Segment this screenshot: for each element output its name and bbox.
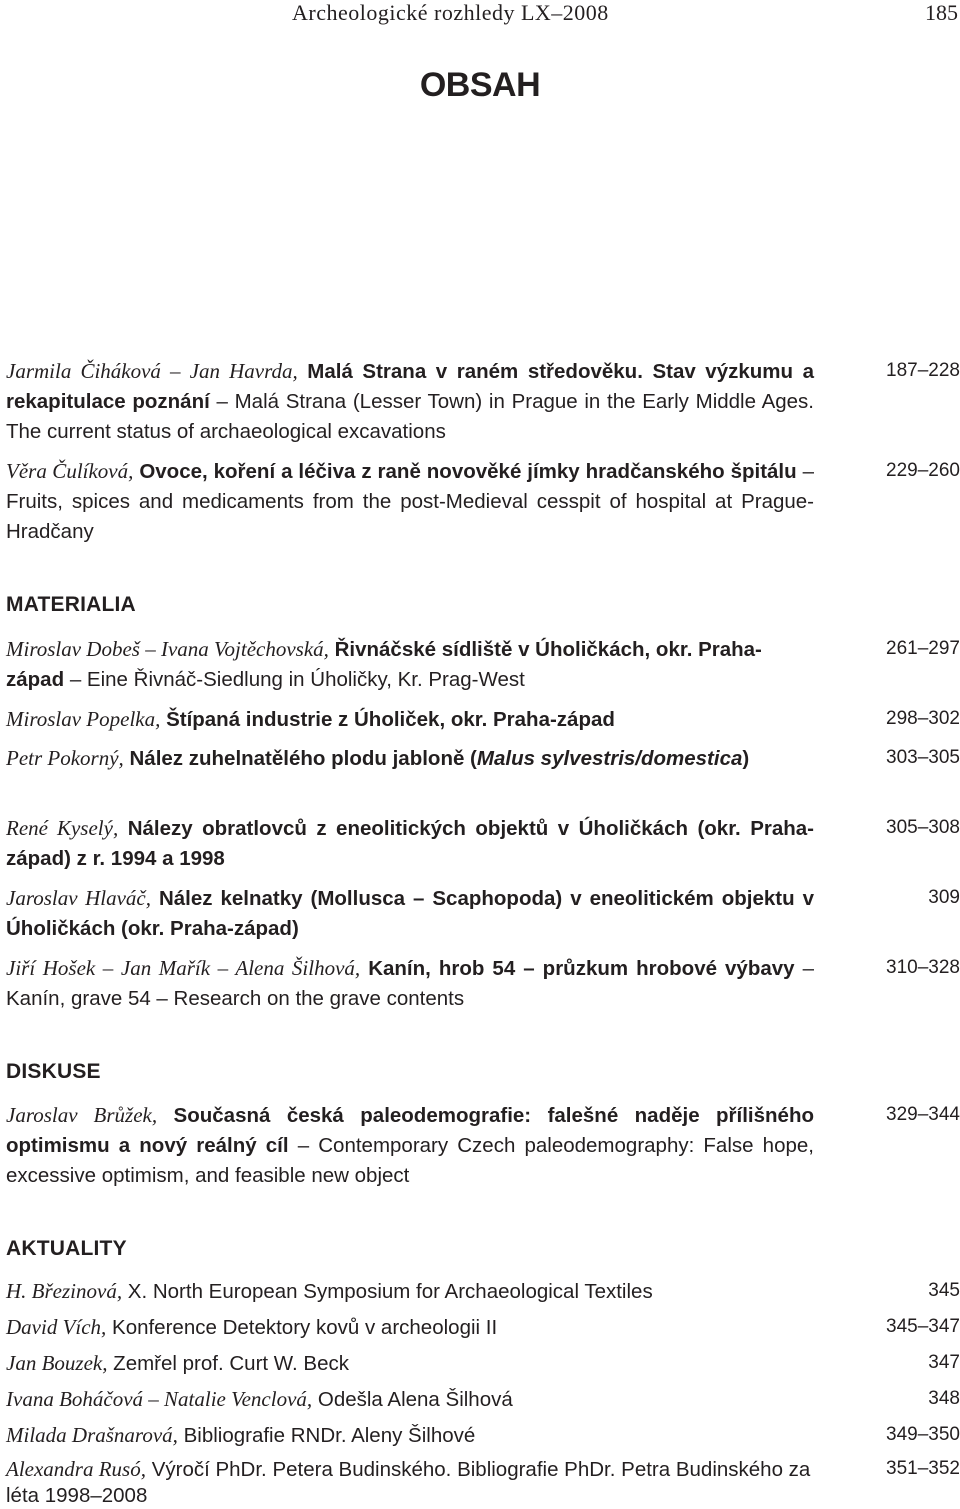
entry-text bbox=[6, 743, 814, 774]
entry-authors: Věra Čulíková, bbox=[6, 459, 134, 483]
toc-entry bbox=[6, 1100, 960, 1191]
entry-pages: 348 bbox=[928, 1388, 960, 1409]
entry-pages: 305–308 bbox=[886, 817, 960, 838]
section-heading-aktuality: AKTUALITY bbox=[6, 1237, 127, 1260]
entry-title: Nálezy obratlovců z eneolitických objektů v Úholičkách (okr. Praha-západ) z r. 1994 a 1998 bbox=[6, 817, 815, 870]
entry-authors: H. Březinová, bbox=[6, 1279, 123, 1303]
entry-text bbox=[6, 1456, 814, 1509]
entry-title: Ovoce, koření a léčiva z raně novověké jímky hradčanského špitálu bbox=[139, 460, 797, 483]
toc-entry bbox=[6, 456, 960, 547]
toc-entry bbox=[6, 1348, 960, 1379]
entry-pages: 261–297 bbox=[886, 638, 960, 659]
entry-title: Konference Detektory kovů v archeologii II bbox=[112, 1316, 498, 1339]
entry-pages: 298–302 bbox=[886, 708, 960, 729]
entry-text bbox=[6, 813, 814, 874]
toc-entry bbox=[6, 1312, 960, 1343]
entry-dash: – bbox=[802, 460, 814, 483]
entry-authors: Jarmila Čiháková – Jan Havrda, bbox=[6, 359, 298, 383]
entry-text bbox=[6, 1348, 866, 1379]
toc-entry bbox=[6, 356, 960, 447]
entry-dash: – bbox=[802, 957, 814, 980]
entry-subtitle: Kanín, grave 54 – Research on the grave contents bbox=[6, 987, 465, 1010]
entry-pages: 229–260 bbox=[886, 460, 960, 481]
toc-entry bbox=[6, 883, 960, 944]
entry-title: X. North European Symposium for Archaeological Textiles bbox=[127, 1280, 653, 1303]
entry-text bbox=[6, 1384, 866, 1415]
entry-subtitle: Contemporary Czech paleodemography: False hope, excessive optimism, and feasible new object bbox=[6, 1134, 814, 1187]
entry-pages: 303–305 bbox=[886, 747, 960, 768]
toc-entry bbox=[6, 743, 960, 774]
entry-title: Zemřel prof. Curt W. Beck bbox=[113, 1352, 349, 1375]
entry-authors: Alexandra Rusó, bbox=[6, 1457, 146, 1481]
entry-text bbox=[6, 634, 814, 695]
toc-entry bbox=[6, 813, 960, 874]
toc-entry bbox=[6, 1420, 960, 1451]
entry-title: Výročí PhDr. Petera Budinského. Bibliografie PhDr. Petra Budinského za léta 1998–2008 bbox=[6, 1458, 811, 1507]
entry-authors: Jaroslav Brůžek, bbox=[6, 1103, 158, 1127]
entry-title: Nález zuhelnatělého plodu jabloně ( bbox=[129, 747, 477, 770]
entry-title: Kanín, hrob 54 – průzkum hrobové výbavy bbox=[368, 957, 795, 980]
entry-authors: Ivana Boháčová – Natalie Venclová, bbox=[6, 1387, 313, 1411]
entry-authors: David Vích, bbox=[6, 1315, 107, 1339]
entry-title: Malá Strana v raném středověku. Stav výzkumu a rekapitulace poznání bbox=[6, 360, 814, 413]
entry-text bbox=[6, 1100, 814, 1191]
entry-authors: René Kyselý, bbox=[6, 816, 119, 840]
entry-authors: Milada Drašnarová, bbox=[6, 1423, 178, 1447]
journal-title: Archeologické rozhledy LX–2008 bbox=[292, 0, 609, 25]
running-head bbox=[0, 0, 960, 30]
section-heading-diskuse: DISKUSE bbox=[6, 1060, 101, 1083]
entry-dash: – bbox=[297, 1134, 310, 1157]
entry-title: Řivnáčské sídliště v Úholičkách, okr. Praha-západ bbox=[6, 638, 762, 691]
entry-subtitle: Eine Řivnáč-Siedlung in Úholičky, Kr. Prag-West bbox=[86, 668, 525, 691]
toc-entry bbox=[6, 634, 960, 695]
entry-text bbox=[6, 1312, 866, 1343]
page-number: 185 bbox=[925, 0, 958, 25]
toc-entry bbox=[6, 1456, 960, 1509]
entry-title: Štípaná industrie z Úholiček, okr. Praha-západ bbox=[166, 708, 615, 731]
entry-species: Malus sylvestris/domestica bbox=[476, 747, 743, 770]
entry-text bbox=[6, 704, 814, 735]
entry-authors: Petr Pokorný, bbox=[6, 746, 124, 770]
entry-text bbox=[6, 456, 814, 547]
entry-pages: 309 bbox=[928, 887, 960, 908]
entry-pages: 310–328 bbox=[886, 957, 960, 978]
section-heading-materialia: MATERIALIA bbox=[6, 593, 136, 616]
toc-entry bbox=[6, 1276, 960, 1307]
entry-english-title: Fruits, spices and medicaments from the post-Medieval cesspit of hospital at Prague-Hradčany bbox=[6, 490, 814, 543]
entry-authors: Jaroslav Hlaváč, bbox=[6, 886, 151, 910]
entry-pages: 345–347 bbox=[886, 1316, 960, 1337]
entry-text bbox=[6, 953, 814, 1014]
entry-pages: 187–228 bbox=[886, 360, 960, 381]
entry-text bbox=[6, 1276, 866, 1307]
entry-pages: 329–344 bbox=[886, 1104, 960, 1125]
entry-title-end: ) bbox=[742, 747, 750, 770]
entry-authors: Jiří Hošek – Jan Mařík – Alena Šilhová, bbox=[6, 956, 361, 980]
entry-pages: 345 bbox=[928, 1280, 960, 1301]
toc-entry bbox=[6, 1384, 960, 1415]
entry-text bbox=[6, 1420, 866, 1451]
entry-dash: – bbox=[69, 668, 82, 691]
toc-entry bbox=[6, 704, 960, 735]
entry-text bbox=[6, 356, 814, 447]
entry-dash: – bbox=[216, 390, 228, 413]
entry-authors: Miroslav Popelka, bbox=[6, 707, 161, 731]
entry-text bbox=[6, 883, 814, 944]
entry-pages: 351–352 bbox=[886, 1458, 960, 1479]
entry-title: Bibliografie RNDr. Aleny Šilhové bbox=[183, 1424, 476, 1447]
entry-title: Současná česká paleodemografie: falešné naděje přílišného optimismu a nový reálný cíl bbox=[6, 1104, 814, 1157]
entry-title: Odešla Alena Šilhová bbox=[317, 1388, 513, 1411]
entry-pages: 347 bbox=[928, 1352, 960, 1373]
entry-authors: Miroslav Dobeš – Ivana Vojtěchovská, bbox=[6, 637, 329, 661]
entry-title: Nález kelnatky (Mollusca – Scaphopoda) v eneolitickém objektu v Úholičkách (okr. Praha-západ) bbox=[6, 887, 814, 940]
toc-entry bbox=[6, 953, 960, 1014]
page-title: OBSAH bbox=[419, 66, 541, 104]
entry-english-title: Malá Strana (Lesser Town) in Prague in the Early Middle Ages. The current status of archaeological excavations bbox=[6, 390, 815, 443]
entry-authors: Jan Bouzek, bbox=[6, 1351, 108, 1375]
entry-pages: 349–350 bbox=[886, 1424, 960, 1445]
